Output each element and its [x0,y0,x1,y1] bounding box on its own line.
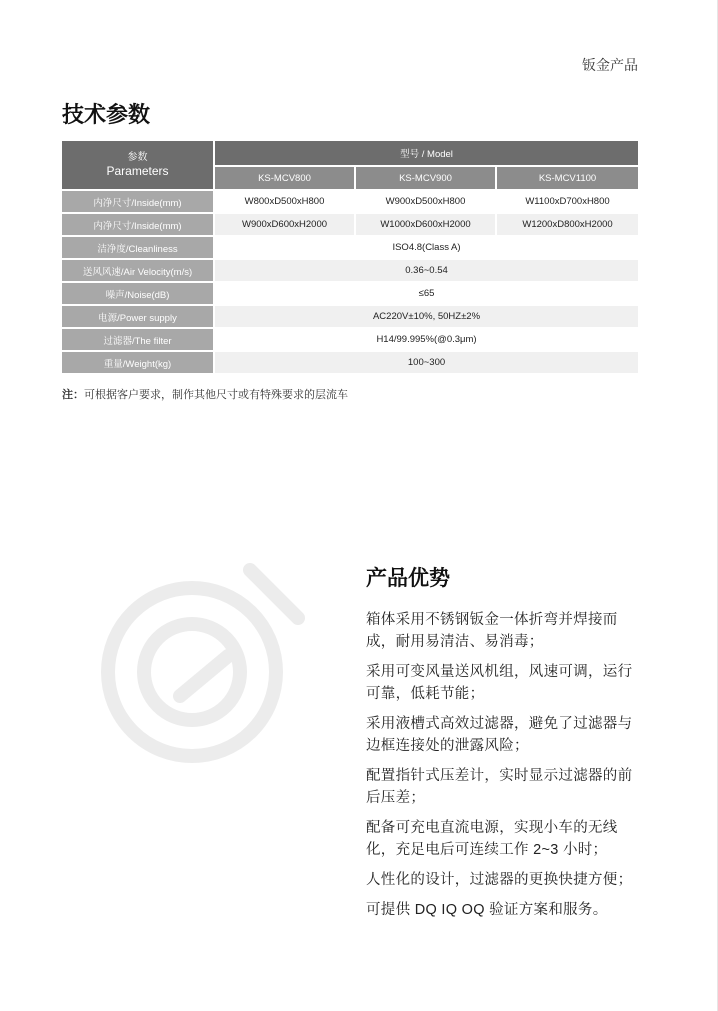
list-item: 人性化的设计，过滤器的更换快捷方便； [366,872,633,888]
model-col-header: KS-MCV900 [355,166,496,190]
params-header [62,141,214,190]
table-cell: W800xD500xH800 [214,190,355,213]
params-header-en: Parameters [106,164,169,178]
category-label: 钣金产品 [582,57,638,73]
table-row [62,213,638,236]
row-label: 重量/Weight(kg) [62,351,214,373]
list-item: 配备可充电直流电源，实现小车的无线化，充足电后可连续工作 2~3 小时； [366,820,618,858]
table-row [62,259,638,282]
advantages-title: 产品优势 [366,567,450,590]
table-cell: 100~300 [214,351,638,373]
spec-title: 技术参数 [62,102,151,127]
note [62,386,348,402]
model-col-header: KS-MCV1100 [496,166,638,190]
table-cell: W900xD500xH800 [355,190,496,213]
advantages-list [366,609,642,929]
table-cell: ≤65 [214,282,638,305]
logo-watermark-icon [100,560,310,770]
row-label: 内净尺寸/Inside(mm) [62,213,214,236]
table-row [62,282,638,305]
row-label: 送风风速/Air Velocity(m/s) [62,259,214,282]
list-item: 箱体采用不锈钢钣金一体折弯并焊接而成，耐用易清洁、易消毒； [366,612,618,650]
row-label: 洁净度/Cleanliness [62,236,214,259]
table-cell: H14/99.995%(@0.3μm) [214,328,638,351]
list-item: 采用液槽式高效过滤器，避免了过滤器与边框连接处的泄露风险； [366,716,633,754]
row-label: 过滤器/The filter [62,328,214,351]
list-item: 配置指针式压差计，实时显示过滤器的前后压差； [366,768,633,806]
row-label: 电源/Power supply [62,305,214,328]
table-cell: ISO4.8(Class A) [214,236,638,259]
table-cell: AC220V±10%, 50HZ±2% [214,305,638,328]
table-cell: W1200xD800xH2000 [496,213,638,236]
row-label: 内净尺寸/Inside(mm) [62,190,214,213]
table-cell: W1000xD600xH2000 [355,213,496,236]
table-row [62,351,638,373]
spec-table [62,141,638,373]
model-col-header: KS-MCV800 [214,166,355,190]
table-cell: W900xD600xH2000 [214,213,355,236]
params-header-cn: 参数 [127,152,148,163]
note-prefix: 注： [62,389,84,401]
table-cell: 0.36~0.54 [214,259,638,282]
table-cell: W1100xD700xH800 [496,190,638,213]
table-row [62,190,638,213]
table-row [62,305,638,328]
model-header: 型号 / Model [214,141,638,166]
table-row [62,236,638,259]
list-item: 可提供 DQ IQ OQ 验证方案和服务。 [366,902,608,918]
note-text: 可根据客户要求，制作其他尺寸或有特殊要求的层流车 [84,389,348,401]
table-row [62,328,638,351]
row-label: 噪声/Noise(dB) [62,282,214,305]
list-item: 采用可变风量送风机组，风速可调，运行可靠，低耗节能； [366,664,633,702]
